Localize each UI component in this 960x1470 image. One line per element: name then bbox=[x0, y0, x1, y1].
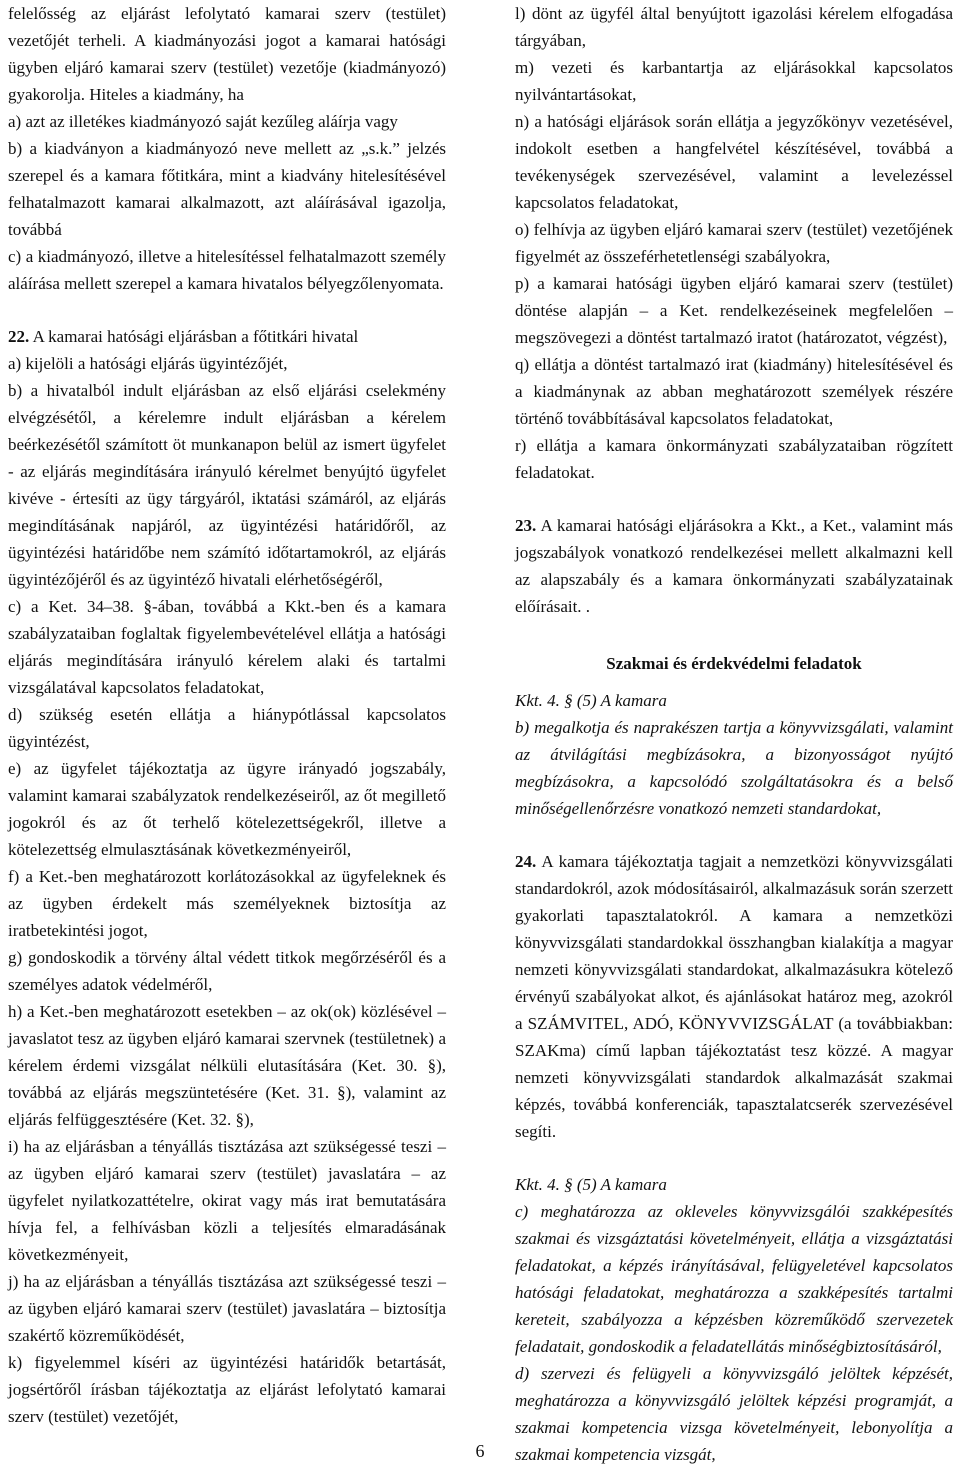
section-22 bbox=[8, 323, 446, 350]
quote-reference: Kkt. 4. § (5) A kamara bbox=[515, 1175, 667, 1194]
section-text: A kamara tájékoztatja tagjait a nemzetközi könyvvizsgálati standardokról, azok módosításairól, alkalmazásuk során szerzett gyakorlati tapasztalatokról. A kamara a nemzetközi könyvvizsgálati standardokkal összhangban kialakítja a magyar nemzeti könyvvizsgálati standardokat, alkalmazásukra kötelező érvényű szabályokat alkot, és ajánlásokat határoz meg, azokról a SZÁMVITEL, ADÓ, KÖNYVVIZSGÁLAT (a továbbiakban: SZAKma) című lapban tájékoztatást tesz közzé. A magyar nemzeti könyvvizsgálati standardok alkalmazását szakmai képzés, továbbá konferenciák, tapasztalatcserék szervezésével segíti. bbox=[515, 852, 953, 1141]
list-item: l) dönt az ügyfél által benyújtott igazolási kérelem elfogadása tárgyában, bbox=[515, 4, 953, 50]
section-intro: A kamarai hatósági eljárásban a főtitkári hivatal bbox=[32, 327, 359, 346]
list-item: e) az ügyfelet tájékoztatja az ügyre irányadó jogszabály, valamint kamarai szabályzatok rendelkezéseiről, az őt megillető jogokról és az őt terhelő kötelezettségekről, illetve a kötelezettség elmulasztásának következményeiről, bbox=[8, 759, 446, 859]
list-item: b) a hivatalból indult eljárásban az első eljárási cselekmény elvégzésétől, a kérelemre indult eljárásban a kérelem beérkezésétől számított öt munkanapon belül az ismert ügyfelet - az eljárás megindítására irányuló kérelmet benyújtó ügyfelet kivéve - értesíti az ügy tárgyáról, iktatási számáról, az eljárás megindításának napjáról, az ügyintézési határidőről, az ügyintézési határidőbe nem számító időtartamokról, az eljárás ügyintézőjéről és az ügyintéző hivatali elérhetőségéről, bbox=[8, 381, 446, 589]
page-number: 6 bbox=[475, 1441, 485, 1461]
list-item: o) felhívja az ügyben eljáró kamarai szerv (testület) vezetőjének figyelmét az összeférhetetlenségi szabályokra, bbox=[515, 220, 953, 266]
list-item: a) kijelöli a hatósági eljárás ügyintézőjét, bbox=[8, 354, 288, 373]
quote-text: c) meghatározza az okleveles könyvvizsgálói szakképesítés szakmai és vizsgáztatási követelményeit, ellátja a vizsgáztatási feladatokat, a képzés irányításával, felügyeletével kapcsolatos hatósági feladatokat, meghatározza a szakképesítés tartalmi kereteit, szabályozza a képzésben közreműködő szervezetek feladatait, gondoskodik a feladatellátás minőségbiztosításáról, bbox=[515, 1202, 953, 1356]
quote-text: d) szervezi és felügyeli a könyvvizsgáló jelöltek képzését, meghatározza a könyvvizsgáló jelöltek képzési programját, a szakmai kompetencia vizsga követelményeit, lebonyolítja a szakmai kompetencia vizsgát, bbox=[515, 1364, 953, 1464]
list-item: f) a Ket.-ben meghatározott korlátozásokkal az ügyfeleknek és az ügyben érdekelt más személyeknek biztosítja az iratbetekintési jogot, bbox=[8, 867, 446, 940]
list-item: c) a kiadmányozó, illetve a hitelesítéssel felhatalmazott személy aláírása mellett szerepel a kamara hivatalos bélyegzőlenyomata. bbox=[8, 247, 446, 293]
list-item: i) ha az eljárásban a tényállás tisztázása azt szükségessé teszi – az ügyben eljáró kamarai szerv (testület) javaslatára – az ügyfelet nyilatkozattételre, okirat vagy más irat bemutatására hívja fel, a felhívásban közli a teljesítés elmaradásának következményeit, bbox=[8, 1137, 446, 1264]
list-item: p) a kamarai hatósági ügyben eljáró kamarai szerv (testület) döntése alapján – a Ket. rendelkezéseinek megfelelően – megszövegezi a döntést tartalmazó iratot (határozatot, végzést), bbox=[515, 274, 953, 347]
right-column bbox=[515, 0, 953, 1468]
section-heading: Szakmai és érdekvédelmi feladatok bbox=[606, 654, 862, 673]
section-number: 24. bbox=[515, 852, 537, 871]
section-number: 22. bbox=[8, 327, 30, 346]
list-item: a) azt az illetékes kiadmányozó saját kezűleg aláírja vagy bbox=[8, 112, 398, 131]
section-number: 23. bbox=[515, 516, 537, 535]
section-23 bbox=[515, 512, 953, 620]
list-item: d) szükség esetén ellátja a hiánypótlással kapcsolatos ügyintézést, bbox=[8, 705, 446, 751]
list-item: m) vezeti és karbantartja az eljárásokkal kapcsolatos nyilvántartásokat, bbox=[515, 58, 953, 104]
list-item: c) a Ket. 34–38. §-ában, továbbá a Kkt.-ben és a kamara szabályzataiban foglaltak figyelembevételével ellátja a hatósági eljárás megindítására irányuló kérelem alaki és tartalmi vizsgálatával kapcsolatos feladatokat, bbox=[8, 597, 446, 697]
list-item: n) a hatósági eljárások során ellátja a jegyzőkönyv vezetésével, indokolt esetben a hangfelvétel készítésével, továbbá a tevékenységek szervezésével, valamint a levelezéssel kapcsolatos feladatokat, bbox=[515, 112, 953, 212]
list-item: g) gondoskodik a törvény által védett titkok megőrzéséről és a személyes adatok védelméről, bbox=[8, 948, 446, 994]
paragraph: felelősség az eljárást lefolytató kamarai szerv (testület) vezetőjét terheli. A kiadmányozási jogot a kamarai hatósági ügyben eljáró kamarai szerv (testület) vezetője (kiadmányozó) gyakorolja. Hiteles a kiadmány, ha bbox=[8, 4, 446, 104]
section-24 bbox=[515, 848, 953, 1145]
quote-reference: Kkt. 4. § (5) A kamara bbox=[515, 691, 667, 710]
list-item: k) figyelemmel kíséri az ügyintézési határidők betartását, jogsértőről írásban tájékoztatja az eljárást lefolytató kamarai szerv (testület) vezetőjét, bbox=[8, 1353, 446, 1426]
list-item: r) ellátja a kamara önkormányzati szabályzataiban rögzített feladatokat. bbox=[515, 436, 953, 482]
list-item: j) ha az eljárásban a tényállás tisztázása azt szükségessé teszi – az ügyben eljáró kamarai szerv (testület) javaslatára – biztosítja szakértő közreműködését, bbox=[8, 1272, 446, 1345]
list-item: q) ellátja a döntést tartalmazó irat (kiadmány) hitelesítésével és a kiadmánynak az abban meghatározott személyek részére történő továbbításával kapcsolatos feladatokat, bbox=[515, 355, 953, 428]
section-text: A kamarai hatósági eljárásokra a Kkt., a Ket., valamint más jogszabályok vonatkozó rendelkezései mellett alkalmazni kell az alapszabály és a kamara önkormányzati szabályzatainak előírásait. . bbox=[515, 516, 953, 616]
left-column bbox=[8, 0, 446, 1430]
list-item: b) a kiadványon a kiadmányozó neve mellett az „s.k.” jelzés szerepel és a kamara főtitkára, mint a kiadvány hitelesítésével felhatalmazott kamarai alkalmazott, azt aláírásával igazolja, továbbá bbox=[8, 139, 446, 239]
quote-text: b) megalkotja és naprakészen tartja a könyvvizsgálati, valamint az átvilágítási megbízásokra, a bizonyosságot nyújtó megbízásokra, a kapcsolódó szolgáltatásokra és a belső minőségellenőrzésre vonatkozó nemzeti standardokat, bbox=[515, 718, 953, 818]
list-item: h) a Ket.-ben meghatározott esetekben – az ok(ok) közlésével – javaslatot tesz az ügyben eljáró kamarai szervnek (testületnek) a kérelem érdemi vizsgálat nélküli elutasítására (Ket. 30. §), továbbá az eljárás megszüntetésére (Ket. 31. §), valamint az eljárás felfüggesztésére (Ket. 32. §), bbox=[8, 1002, 446, 1129]
